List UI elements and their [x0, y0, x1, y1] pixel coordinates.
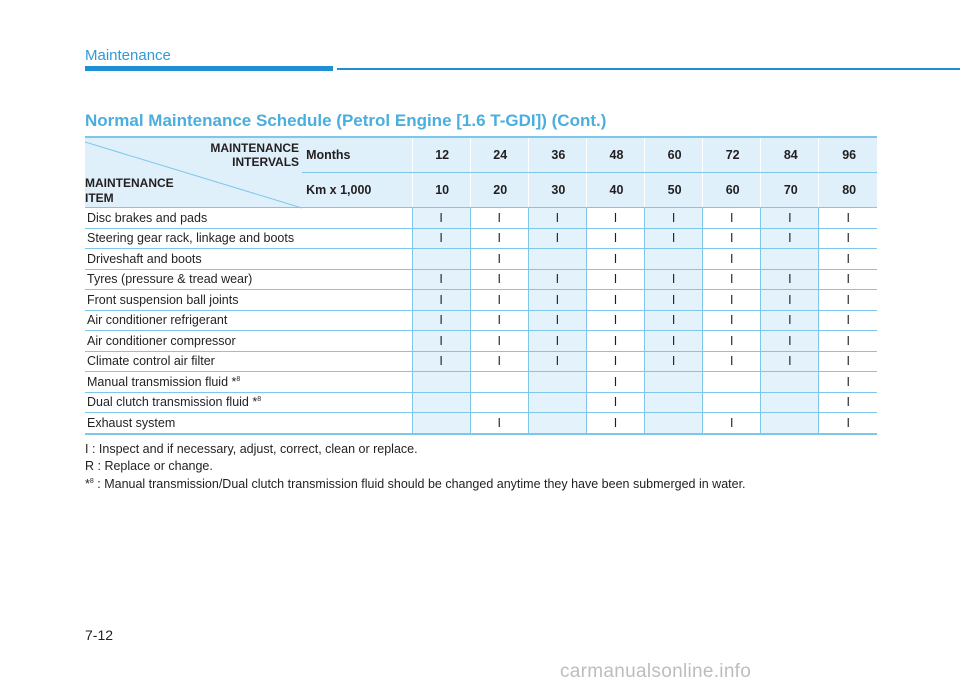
schedule-cell: I: [819, 208, 877, 229]
schedule-cell: I: [645, 269, 703, 290]
months-interval: 84: [761, 137, 819, 173]
schedule-cell: I: [819, 269, 877, 290]
schedule-cell: I: [586, 208, 644, 229]
km-interval: 30: [528, 173, 586, 208]
table-row: [85, 269, 877, 290]
schedule-cell: [412, 392, 470, 413]
table-row: [85, 372, 877, 393]
months-interval: 12: [412, 137, 470, 173]
schedule-cell: I: [470, 269, 528, 290]
km-label: Km x 1,000: [302, 173, 412, 208]
schedule-cell: I: [703, 351, 761, 372]
maintenance-item: [85, 310, 412, 331]
schedule-cell: I: [528, 290, 586, 311]
schedule-cell: [761, 413, 819, 434]
schedule-cell: I: [586, 331, 644, 352]
schedule-cell: I: [645, 228, 703, 249]
schedule-cell: [761, 372, 819, 393]
km-interval: 10: [412, 173, 470, 208]
schedule-cell: I: [528, 331, 586, 352]
maintenance-item: [85, 351, 412, 372]
item-label: Air conditioner compressor: [87, 333, 236, 348]
schedule-cell: I: [703, 310, 761, 331]
note-sup: 8: [89, 478, 94, 485]
schedule-cell: [703, 392, 761, 413]
item-footnote-sup: 8: [236, 375, 241, 383]
corner-item-label: [85, 176, 174, 206]
note-inspect: I : Inspect and if necessary, adjust, correct, clean or replace.: [85, 442, 418, 456]
schedule-cell: [703, 372, 761, 393]
schedule-cell: I: [819, 392, 877, 413]
schedule-cell: I: [761, 310, 819, 331]
schedule-cell: I: [412, 269, 470, 290]
km-interval: 70: [761, 173, 819, 208]
schedule-cell: I: [645, 208, 703, 229]
schedule-cell: I: [470, 249, 528, 270]
schedule-cell: I: [761, 269, 819, 290]
item-footnote-sup: 8: [257, 396, 262, 404]
km-interval: 40: [586, 173, 644, 208]
km-interval: 20: [470, 173, 528, 208]
schedule-cell: I: [819, 228, 877, 249]
schedule-cell: I: [645, 290, 703, 311]
maintenance-item: [85, 269, 412, 290]
schedule-cell: I: [819, 351, 877, 372]
schedule-cell: [470, 372, 528, 393]
corner-bottom-line2: ITEM: [85, 191, 114, 205]
months-interval: 96: [819, 137, 877, 173]
schedule-cell: I: [761, 331, 819, 352]
table-row: [85, 310, 877, 331]
maintenance-item: [85, 208, 412, 229]
schedule-cell: [645, 392, 703, 413]
schedule-cell: [528, 413, 586, 434]
schedule-cell: I: [819, 249, 877, 270]
months-interval: 24: [470, 137, 528, 173]
schedule-cell: [412, 249, 470, 270]
maintenance-item: [85, 249, 412, 270]
schedule-cell: [645, 413, 703, 434]
schedule-cell: I: [761, 290, 819, 311]
schedule-cell: I: [703, 331, 761, 352]
km-interval: 60: [703, 173, 761, 208]
note-footnote-text: : Manual transmission/Dual clutch transmission fluid should be changed anytime they have been submerged in water.: [93, 477, 746, 492]
schedule-cell: [412, 413, 470, 434]
schedule-cell: I: [586, 351, 644, 372]
months-interval: 36: [528, 137, 586, 173]
schedule-cell: I: [412, 351, 470, 372]
months-row: [85, 137, 877, 173]
schedule-cell: I: [703, 290, 761, 311]
schedule-cell: I: [586, 249, 644, 270]
item-label: Steering gear rack, linkage and boots: [87, 231, 295, 246]
table-row: [85, 290, 877, 311]
maintenance-item: [85, 413, 412, 434]
schedule-cell: [412, 372, 470, 393]
schedule-cell: I: [761, 208, 819, 229]
schedule-title: Normal Maintenance Schedule (Petrol Engine [1.6 T-GDI]) (Cont.): [85, 111, 607, 130]
schedule-cell: [528, 392, 586, 413]
schedule-cell: I: [703, 208, 761, 229]
item-label: Front suspension ball joints: [87, 292, 239, 307]
schedule-cell: I: [470, 228, 528, 249]
schedule-cell: I: [703, 249, 761, 270]
item-label: Dual clutch transmission fluid *: [87, 395, 258, 410]
note-footnote-8: [85, 474, 746, 493]
schedule-cell: I: [470, 290, 528, 311]
schedule-cell: I: [586, 372, 644, 393]
months-interval: 72: [703, 137, 761, 173]
schedule-cell: I: [586, 269, 644, 290]
schedule-cell: [528, 249, 586, 270]
table-row: [85, 228, 877, 249]
schedule-cell: I: [412, 208, 470, 229]
schedule-cell: I: [470, 331, 528, 352]
schedule-cell: [470, 392, 528, 413]
item-label: Climate control air filter: [87, 354, 215, 369]
schedule-cell: I: [412, 228, 470, 249]
months-label: Months: [302, 137, 412, 173]
km-interval: 80: [819, 173, 877, 208]
schedule-cell: [528, 372, 586, 393]
maintenance-item: [85, 331, 412, 352]
schedule-cell: I: [586, 413, 644, 434]
schedule-cell: I: [819, 290, 877, 311]
maintenance-item: [85, 392, 412, 413]
corner-top-line1: MAINTENANCE: [210, 141, 300, 155]
schedule-cell: I: [645, 331, 703, 352]
km-interval: 50: [645, 173, 703, 208]
schedule-cell: I: [528, 208, 586, 229]
schedule-cell: I: [761, 228, 819, 249]
legend-notes: [85, 441, 746, 493]
table-row: [85, 413, 877, 434]
schedule-cell: I: [819, 413, 877, 434]
schedule-cell: I: [586, 290, 644, 311]
item-label: Air conditioner refrigerant: [87, 313, 228, 328]
note-asterisk: *: [85, 477, 90, 492]
corner-intervals-label: [210, 141, 299, 169]
schedule-cell: I: [703, 413, 761, 434]
schedule-cell: I: [586, 310, 644, 331]
corner-top-line2: INTERVALS: [232, 155, 300, 169]
page-number: 7-12: [85, 627, 114, 643]
watermark: carmanualsonline.info: [560, 661, 752, 682]
item-label: Exhaust system: [87, 415, 176, 430]
schedule-cell: I: [645, 310, 703, 331]
schedule-cell: I: [412, 331, 470, 352]
schedule-cell: I: [412, 290, 470, 311]
schedule-cell: I: [528, 310, 586, 331]
schedule-cell: [645, 249, 703, 270]
schedule-cell: I: [761, 351, 819, 372]
schedule-cell: I: [528, 269, 586, 290]
schedule-cell: I: [703, 269, 761, 290]
item-label: Disc brakes and pads: [87, 210, 208, 225]
schedule-cell: I: [819, 331, 877, 352]
schedule-cell: I: [645, 351, 703, 372]
maintenance-item: [85, 372, 412, 393]
header-rule-thin: [337, 68, 960, 70]
corner-bottom-line1: MAINTENANCE: [85, 176, 174, 190]
schedule-cell: [645, 372, 703, 393]
table-row: [85, 249, 877, 270]
schedule-cell: I: [470, 351, 528, 372]
note-replace: R : Replace or change.: [85, 458, 213, 473]
schedule-cell: I: [470, 413, 528, 434]
schedule-cell: I: [586, 392, 644, 413]
schedule-cell: [761, 392, 819, 413]
schedule-cell: I: [819, 372, 877, 393]
months-interval: 60: [645, 137, 703, 173]
schedule-cell: I: [470, 310, 528, 331]
schedule-cell: I: [586, 228, 644, 249]
schedule-cell: I: [528, 228, 586, 249]
schedule-cell: I: [470, 208, 528, 229]
maintenance-item: [85, 290, 412, 311]
section-title: Maintenance: [85, 47, 171, 64]
table-row: [85, 392, 877, 413]
schedule-cell: [761, 249, 819, 270]
maintenance-schedule-table: [85, 136, 877, 435]
schedule-cell: I: [703, 228, 761, 249]
schedule-cell: I: [528, 351, 586, 372]
item-label: Driveshaft and boots: [87, 251, 202, 266]
maintenance-item: [85, 228, 412, 249]
item-label: Manual transmission fluid *: [87, 374, 237, 389]
table-corner-header: [85, 137, 302, 208]
schedule-cell: I: [819, 310, 877, 331]
table-row: [85, 331, 877, 352]
table-row: [85, 351, 877, 372]
item-label: Tyres (pressure & tread wear): [87, 272, 253, 287]
header-rule-thick: [85, 66, 333, 71]
schedule-cell: I: [412, 310, 470, 331]
months-interval: 48: [586, 137, 644, 173]
table-row: [85, 208, 877, 229]
